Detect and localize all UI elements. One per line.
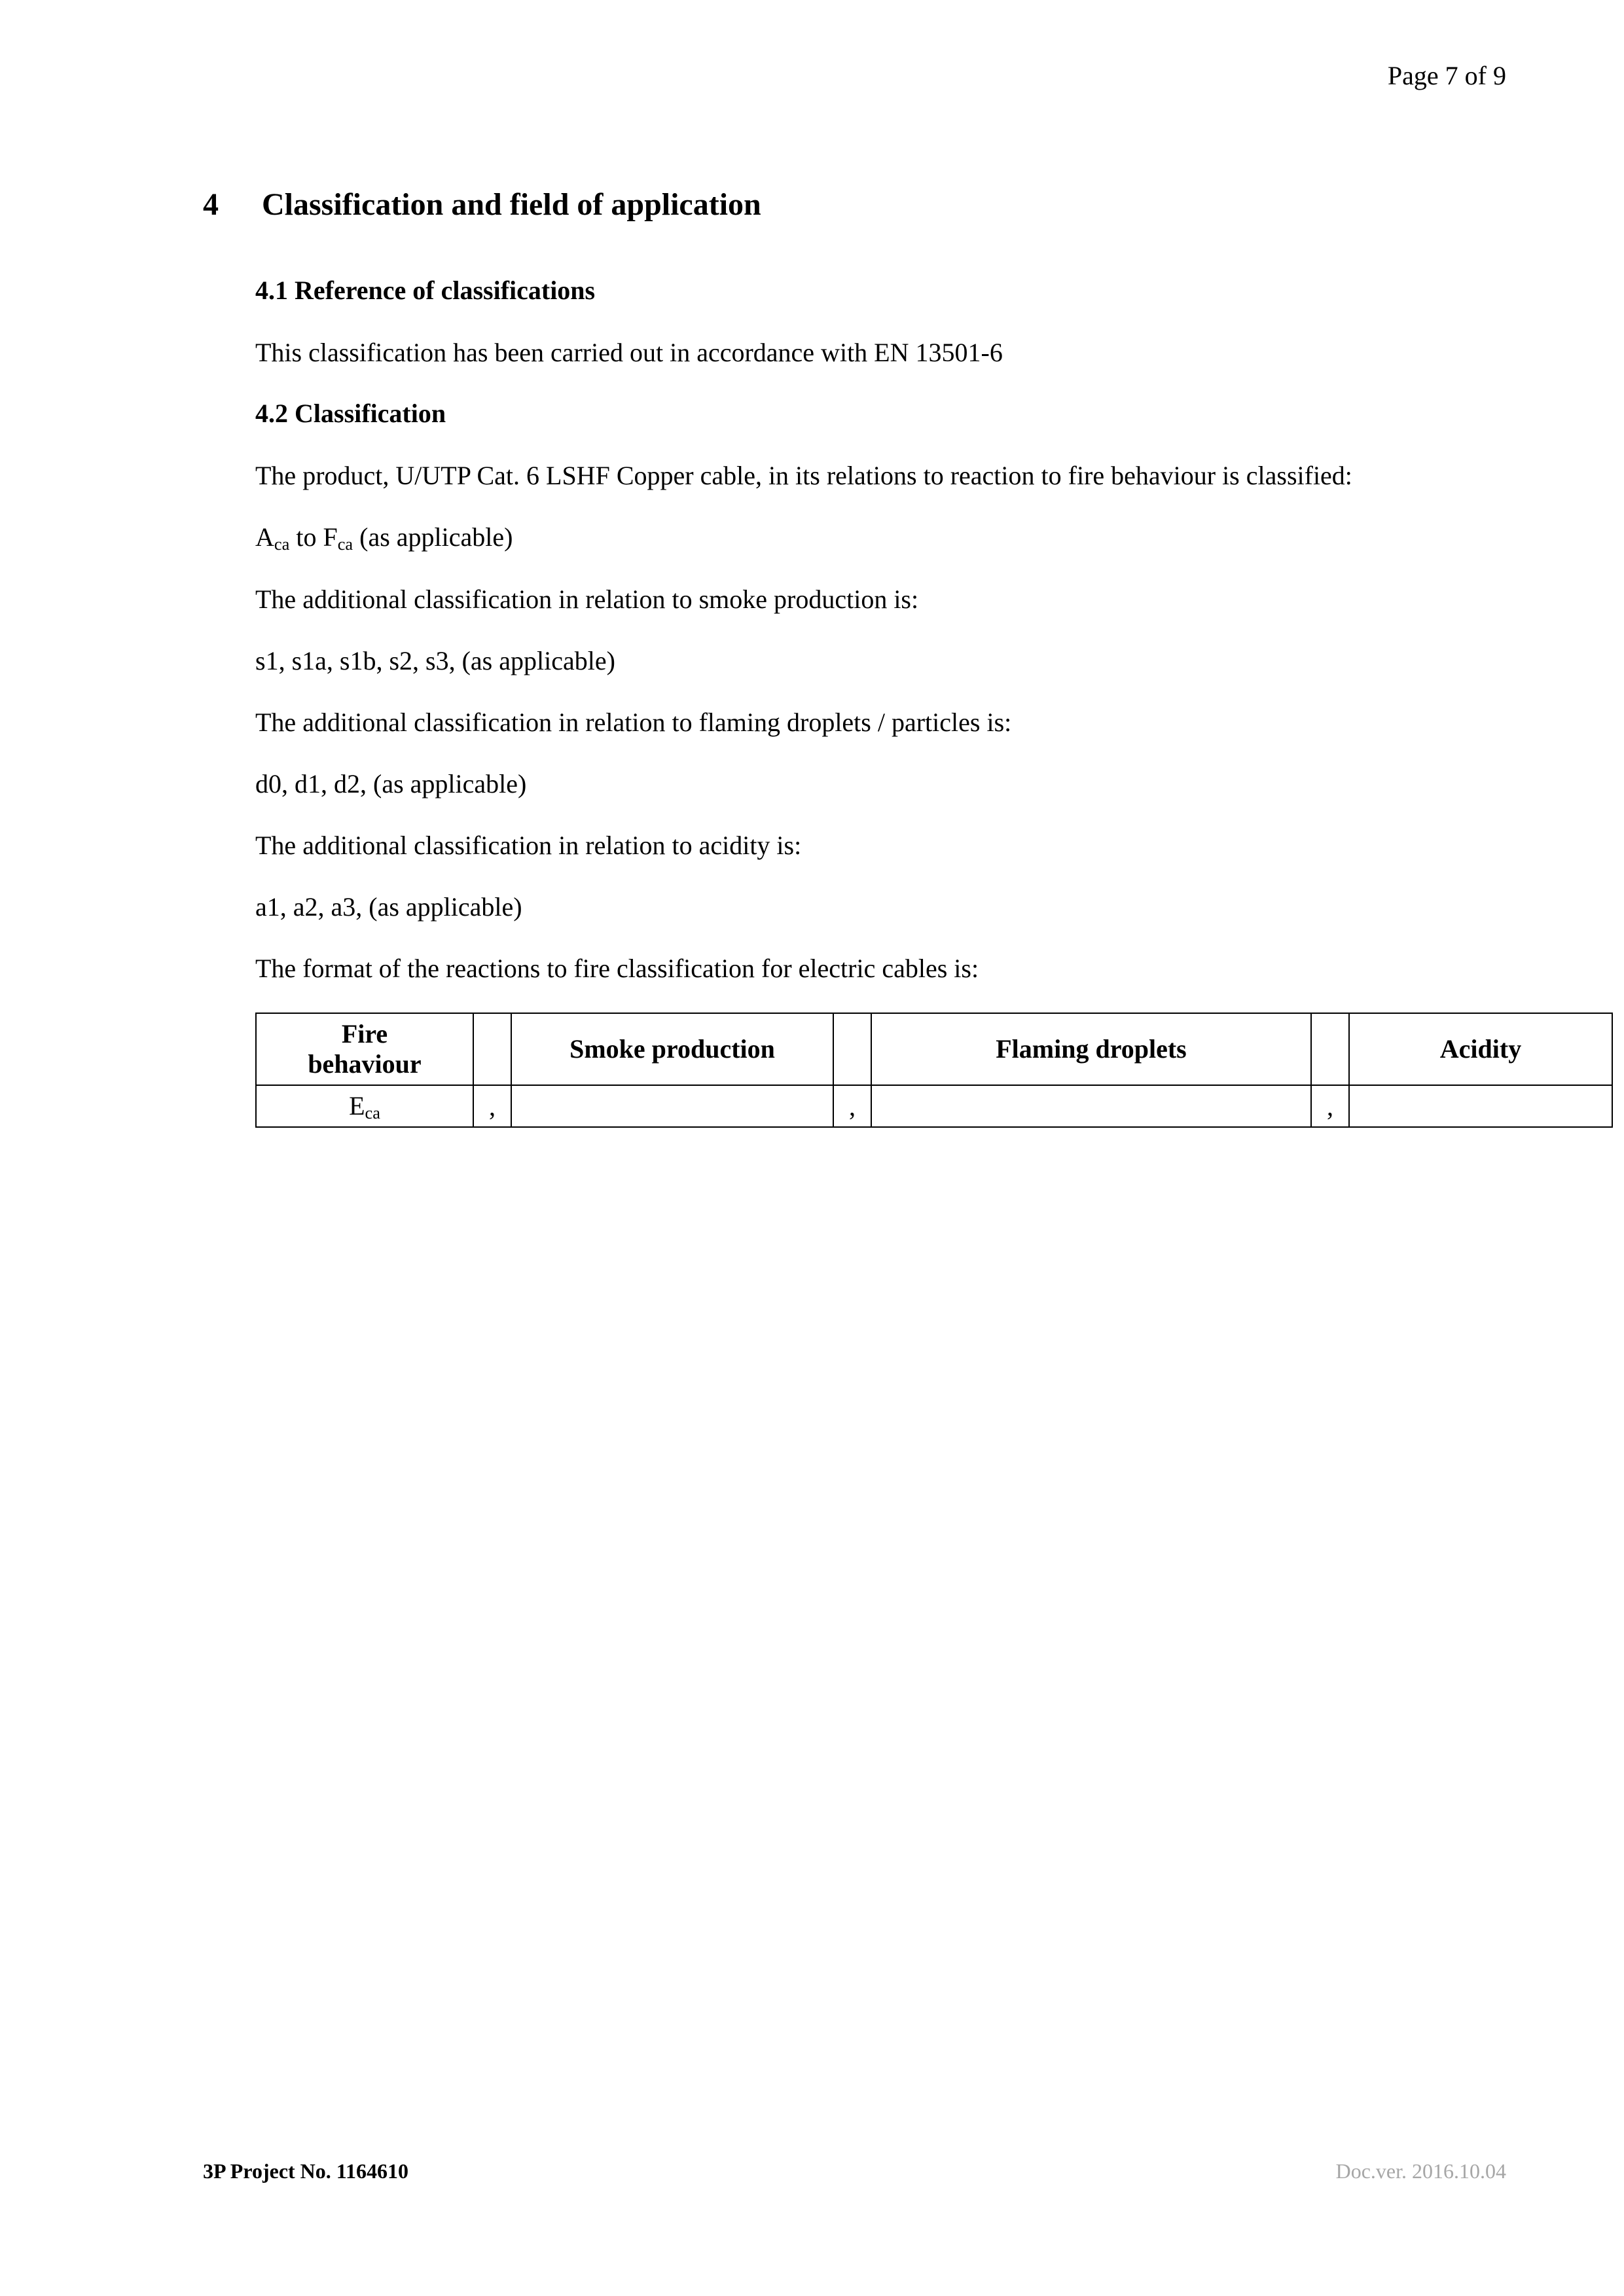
subsection-heading-reference: 4.1 Reference of classifications <box>255 276 596 305</box>
droplets-values: d0, d1, d2, (as applicable) <box>255 769 527 799</box>
range-suffix: (as applicable) <box>353 522 513 552</box>
page-number-header: Page 7 of 9 <box>1387 61 1506 90</box>
page-content <box>203 187 1522 1128</box>
range-sub-1: ca <box>274 533 290 554</box>
classification-range <box>255 520 1486 556</box>
header-fire-behaviour <box>256 1013 473 1085</box>
header-flaming-droplets: Flaming droplets <box>871 1013 1311 1085</box>
cell-separator-2: , <box>833 1085 871 1127</box>
acidity-intro: The additional classification in relation to acidity is: <box>255 831 802 861</box>
table-header-row <box>256 1013 1612 1085</box>
range-prefix: A <box>255 522 274 552</box>
subsection-heading-classification: 4.2 Classification <box>255 399 446 428</box>
header-fire-behaviour-line1: Fire <box>341 1019 388 1049</box>
page-footer <box>203 2159 1506 2183</box>
classification-format-table <box>255 1013 1613 1128</box>
cell-separator-1: , <box>473 1085 511 1127</box>
section-title: Classification and field of application <box>262 187 761 222</box>
fire-value-prefix: E <box>349 1090 365 1121</box>
header-separator-1 <box>473 1013 511 1085</box>
acidity-values: a1, a2, a3, (as applicable) <box>255 892 522 922</box>
fire-value-sub: ca <box>365 1102 380 1122</box>
cell-fire-behaviour-value <box>256 1085 473 1127</box>
droplets-intro: The additional classification in relation to flaming droplets / particles is: <box>255 708 1012 738</box>
header-smoke-production: Smoke production <box>511 1013 833 1085</box>
footer-project-number: 3P Project No. 1164610 <box>203 2159 409 2183</box>
section-heading <box>203 187 1486 223</box>
cell-acidity-value <box>1349 1085 1612 1127</box>
range-middle: to F <box>289 522 338 552</box>
header-separator-2 <box>833 1013 871 1085</box>
classification-intro: The product, U/UTP Cat. 6 LSHF Copper cable, in its relations to reaction to fire behaviour is classified: <box>255 461 1352 490</box>
header-separator-3 <box>1311 1013 1349 1085</box>
range-sub-2: ca <box>337 533 353 554</box>
section-body <box>255 274 1522 1128</box>
smoke-intro: The additional classification in relation to smoke production is: <box>255 584 919 615</box>
smoke-values: s1, s1a, s1b, s2, s3, (as applicable) <box>255 646 615 676</box>
format-intro: The format of the reactions to fire classification for electric cables is: <box>255 954 979 984</box>
table-row <box>256 1085 1612 1127</box>
reference-text: This classification has been carried out in accordance with EN 13501-6 <box>255 338 1003 367</box>
section-number: 4 <box>203 187 219 222</box>
header-fire-behaviour-line2: behaviour <box>308 1049 422 1079</box>
header-acidity: Acidity <box>1349 1013 1612 1085</box>
footer-doc-version: Doc.ver. 2016.10.04 <box>1335 2159 1506 2183</box>
cell-separator-3: , <box>1311 1085 1349 1127</box>
cell-smoke-value <box>511 1085 833 1127</box>
cell-droplets-value <box>871 1085 1311 1127</box>
